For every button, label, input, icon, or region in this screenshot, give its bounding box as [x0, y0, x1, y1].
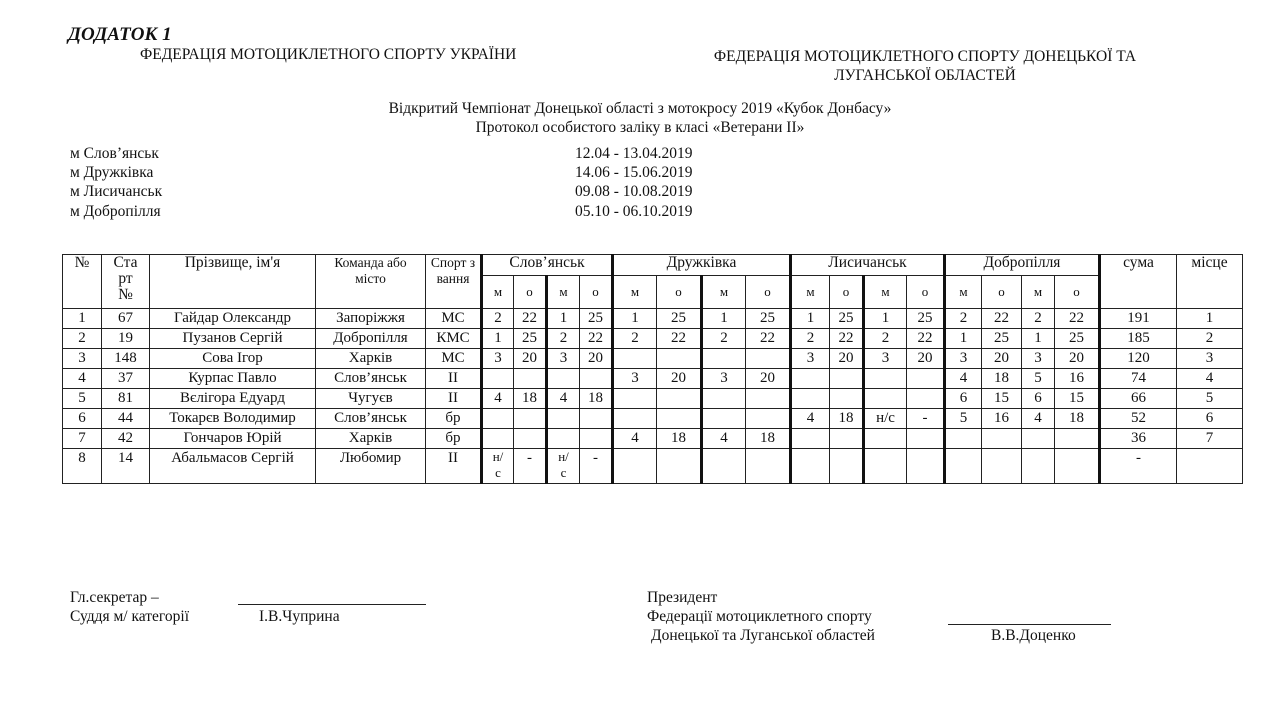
cell-points	[657, 389, 702, 409]
cell-points	[657, 449, 702, 484]
cell-num: 3	[63, 349, 102, 369]
cell-points	[1055, 429, 1100, 449]
cell-points: 18	[580, 389, 613, 409]
title-protocol: Протокол особистого заліку в класі «Ветерани ІІ»	[475, 119, 805, 136]
cell-place	[1177, 449, 1243, 484]
cell-rider-name: Гайдар Олександр	[150, 309, 316, 329]
table-row	[63, 309, 1243, 329]
table-row	[63, 389, 1243, 409]
cell-position: 3	[547, 349, 580, 369]
col-header-position: м	[613, 276, 657, 309]
cell-points: 20	[1055, 349, 1100, 369]
cell-position: 4	[702, 429, 746, 449]
cell-points: 25	[514, 329, 547, 349]
cell-position: 4	[1022, 409, 1055, 429]
cell-position: 2	[547, 329, 580, 349]
cell-points	[907, 369, 945, 389]
cell-position: 3	[791, 349, 830, 369]
cell-position: 3	[1022, 349, 1055, 369]
cell-place: 2	[1177, 329, 1243, 349]
cell-position: 5	[1022, 369, 1055, 389]
col-header-points: о	[1055, 276, 1100, 309]
cell-rider-name: Курпас Павло	[150, 369, 316, 389]
cell-position: 1	[613, 309, 657, 329]
cell-position: 4	[547, 389, 580, 409]
cell-start-number: 67	[102, 309, 150, 329]
cell-points: 22	[907, 329, 945, 349]
cell-points: 15	[1055, 389, 1100, 409]
cell-sum: 120	[1100, 349, 1177, 369]
cell-points: 20	[907, 349, 945, 369]
cell-points: 18	[830, 409, 864, 429]
cell-position: 3	[613, 369, 657, 389]
cell-position: н/с	[864, 409, 907, 429]
cell-position: 2	[482, 309, 514, 329]
cell-position	[482, 429, 514, 449]
cell-position	[702, 449, 746, 484]
cell-points: 25	[830, 309, 864, 329]
col-header-num: №	[63, 255, 102, 309]
cell-position	[482, 409, 514, 429]
cell-place: 5	[1177, 389, 1243, 409]
cell-points	[907, 429, 945, 449]
cell-team: Добропілля	[316, 329, 426, 349]
table-row	[63, 409, 1243, 429]
cell-points: 25	[657, 309, 702, 329]
table-row	[63, 349, 1243, 369]
cell-position	[702, 409, 746, 429]
cell-position: 4	[791, 409, 830, 429]
table-row	[63, 449, 1243, 484]
cell-place: 4	[1177, 369, 1243, 389]
cell-position	[613, 449, 657, 484]
cell-position: 1	[945, 329, 982, 349]
col-header-position: м	[945, 276, 982, 309]
cell-position: 4	[945, 369, 982, 389]
cell-points	[982, 449, 1022, 484]
stage-dates: 12.04 - 13.04.2019	[575, 145, 693, 162]
cell-place: 6	[1177, 409, 1243, 429]
cell-num: 6	[63, 409, 102, 429]
cell-points: -	[580, 449, 613, 484]
table-row	[63, 429, 1243, 449]
cell-team: Чугуєв	[316, 389, 426, 409]
cell-position	[864, 449, 907, 484]
cell-position	[945, 429, 982, 449]
stage-dates: 14.06 - 15.06.2019	[575, 164, 693, 181]
cell-points	[657, 349, 702, 369]
cell-rank: бр	[426, 429, 482, 449]
cell-points: 25	[580, 309, 613, 329]
cell-position: 2	[864, 329, 907, 349]
cell-points: 22	[746, 329, 791, 349]
cell-start-number: 81	[102, 389, 150, 409]
cell-position	[482, 449, 514, 484]
cell-points: 16	[982, 409, 1022, 429]
stage-dates: 09.08 - 10.08.2019	[575, 183, 693, 200]
col-header-sum: сума	[1100, 255, 1177, 309]
cell-position	[702, 389, 746, 409]
cell-sum: 66	[1100, 389, 1177, 409]
cell-place: 7	[1177, 429, 1243, 449]
cell-points	[746, 409, 791, 429]
col-header-position: м	[1022, 276, 1055, 309]
cell-position: 3	[945, 349, 982, 369]
cell-rank: бр	[426, 409, 482, 429]
cell-position	[613, 409, 657, 429]
cell-position: 2	[613, 329, 657, 349]
cell-position	[1022, 449, 1055, 484]
cell-points: 18	[746, 429, 791, 449]
cell-position	[864, 389, 907, 409]
cell-position	[791, 429, 830, 449]
results-body	[63, 309, 1243, 484]
cell-rank: МС	[426, 349, 482, 369]
col-header-points: о	[830, 276, 864, 309]
cell-rank: КМС	[426, 329, 482, 349]
cell-rank: ІІ	[426, 449, 482, 484]
cell-position: 2	[1022, 309, 1055, 329]
cell-num: 5	[63, 389, 102, 409]
cell-points: 15	[982, 389, 1022, 409]
cell-position: 4	[613, 429, 657, 449]
cell-points	[830, 389, 864, 409]
cell-points: 22	[982, 309, 1022, 329]
col-header-points: о	[657, 276, 702, 309]
cell-points: 22	[1055, 309, 1100, 329]
stage-city: м Дружківка	[70, 164, 154, 181]
cell-team: Слов’янськ	[316, 369, 426, 389]
cell-start-number: 148	[102, 349, 150, 369]
cell-team: Харків	[316, 429, 426, 449]
cell-rider-name: Гончаров Юрій	[150, 429, 316, 449]
cell-rider-name: Вєлігора Едуард	[150, 389, 316, 409]
cell-points: 20	[514, 349, 547, 369]
cell-num: 4	[63, 369, 102, 389]
cell-points: -	[514, 449, 547, 484]
col-header-points: о	[907, 276, 945, 309]
col-header-stage-slovyansk: Слов’янськ	[482, 255, 613, 276]
cell-points: 20	[982, 349, 1022, 369]
cell-sum: 52	[1100, 409, 1177, 429]
cell-points	[907, 389, 945, 409]
cell-start-number: 42	[102, 429, 150, 449]
table-row	[63, 369, 1243, 389]
cell-position: 1	[864, 309, 907, 329]
cell-team: Любомир	[316, 449, 426, 484]
cell-position: 3	[864, 349, 907, 369]
cell-points	[580, 429, 613, 449]
cell-team: Харків	[316, 349, 426, 369]
not-started-mark: н/ с	[558, 449, 569, 480]
cell-position: 1	[482, 329, 514, 349]
cell-position: 2	[702, 329, 746, 349]
cell-num: 1	[63, 309, 102, 329]
col-header-position: м	[864, 276, 907, 309]
cell-position: 2	[791, 329, 830, 349]
results-table	[62, 254, 1243, 484]
col-header-position: м	[702, 276, 746, 309]
cell-position	[1022, 429, 1055, 449]
cell-rider-name: Токарєв Володимир	[150, 409, 316, 429]
col-header-position: м	[547, 276, 580, 309]
cell-rank: МС	[426, 309, 482, 329]
cell-start-number: 37	[102, 369, 150, 389]
federation-ukraine: ФЕДЕРАЦІЯ МОТОЦИКЛЕТНОГО СПОРТУ УКРАЇНИ	[140, 46, 517, 63]
cell-sum: 191	[1100, 309, 1177, 329]
cell-points	[1055, 449, 1100, 484]
cell-position	[864, 429, 907, 449]
cell-points: 25	[907, 309, 945, 329]
cell-start-number: 44	[102, 409, 150, 429]
cell-points: 22	[514, 309, 547, 329]
cell-start-number: 19	[102, 329, 150, 349]
cell-sum: 74	[1100, 369, 1177, 389]
cell-position	[482, 369, 514, 389]
table-row	[63, 329, 1243, 349]
president-signature-line	[948, 624, 1111, 625]
cell-sum: 36	[1100, 429, 1177, 449]
cell-points: 22	[657, 329, 702, 349]
cell-points	[514, 369, 547, 389]
col-header-points: о	[514, 276, 547, 309]
cell-rider-name: Сова Ігор	[150, 349, 316, 369]
cell-position: 1	[1022, 329, 1055, 349]
cell-position	[864, 369, 907, 389]
president-title: Президент	[647, 589, 718, 606]
cell-position	[613, 389, 657, 409]
president-regions: Донецької та Луганської областей	[651, 627, 875, 644]
cell-points: 16	[1055, 369, 1100, 389]
cell-position	[702, 349, 746, 369]
secretary-title: Гл.секретар –	[70, 589, 159, 606]
cell-sum: 185	[1100, 329, 1177, 349]
cell-points	[746, 349, 791, 369]
cell-points: 20	[746, 369, 791, 389]
cell-points: 18	[1055, 409, 1100, 429]
stage-city: м Добропілля	[70, 203, 161, 220]
cell-points: -	[907, 409, 945, 429]
col-header-start: Ста рт №	[102, 255, 150, 309]
col-header-stage-druzhkivka: Дружківка	[613, 255, 791, 276]
cell-points	[746, 449, 791, 484]
col-header-position: м	[482, 276, 514, 309]
secretary-name: І.В.Чуприна	[259, 608, 340, 625]
title-championship: Відкритий Чемпіонат Донецької області з мотокросу 2019 «Кубок Донбасу»	[388, 100, 892, 117]
cell-position	[791, 449, 830, 484]
not-started-mark: н/ с	[492, 449, 504, 480]
cell-position: 6	[1022, 389, 1055, 409]
cell-position	[791, 389, 830, 409]
col-header-team: Команда або місто	[316, 255, 426, 309]
cell-position: 3	[482, 349, 514, 369]
col-header-stage-dobropillia: Добропілля	[945, 255, 1100, 276]
cell-points	[657, 409, 702, 429]
cell-position: 1	[547, 309, 580, 329]
cell-team: Слов’янськ	[316, 409, 426, 429]
cell-rank: ІІ	[426, 389, 482, 409]
cell-rider-name: Абальмасов Сергій	[150, 449, 316, 484]
president-federation: Федерації мотоциклетного спорту	[647, 608, 872, 625]
cell-position	[547, 449, 580, 484]
stage-city: м Слов’янськ	[70, 145, 159, 162]
cell-points	[830, 369, 864, 389]
stage-dates: 05.10 - 06.10.2019	[575, 203, 693, 220]
cell-position: 1	[791, 309, 830, 329]
cell-points: 18	[657, 429, 702, 449]
cell-points: 22	[580, 329, 613, 349]
cell-sum: -	[1100, 449, 1177, 484]
secretary-signature-line	[238, 604, 426, 605]
judge-category: Суддя м/ категорії	[70, 608, 190, 625]
cell-points: 20	[657, 369, 702, 389]
cell-points	[580, 369, 613, 389]
cell-place: 3	[1177, 349, 1243, 369]
col-header-rank: Спорт звання	[426, 255, 482, 309]
document-title	[0, 99, 1280, 137]
cell-points	[830, 449, 864, 484]
federation-regional: ФЕДЕРАЦІЯ МОТОЦИКЛЕТНОГО СПОРТУ ДОНЕЦЬКОЇ ТА ЛУГАНСЬКОЇ ОБЛАСТЕЙ	[713, 48, 1137, 84]
cell-points: 22	[830, 329, 864, 349]
cell-position	[791, 369, 830, 389]
cell-position: 6	[945, 389, 982, 409]
cell-points	[907, 449, 945, 484]
cell-rider-name: Пузанов Сергій	[150, 329, 316, 349]
cell-points: 18	[514, 389, 547, 409]
cell-team: Запоріжжя	[316, 309, 426, 329]
col-header-place: місце	[1177, 255, 1243, 309]
cell-points	[580, 409, 613, 429]
col-header-points: о	[982, 276, 1022, 309]
cell-points	[830, 429, 864, 449]
col-header-position: м	[791, 276, 830, 309]
cell-rank: ІІ	[426, 369, 482, 389]
cell-points: 18	[982, 369, 1022, 389]
cell-position	[547, 429, 580, 449]
stage-city: м Лисичанськ	[70, 183, 163, 200]
cell-points	[746, 389, 791, 409]
cell-start-number: 14	[102, 449, 150, 484]
cell-position: 5	[945, 409, 982, 429]
cell-points	[982, 429, 1022, 449]
cell-position	[613, 349, 657, 369]
cell-points: 25	[1055, 329, 1100, 349]
cell-position	[547, 369, 580, 389]
cell-position: 3	[702, 369, 746, 389]
cell-position: 2	[945, 309, 982, 329]
cell-num: 7	[63, 429, 102, 449]
col-header-name: Прізвище, ім'я	[150, 255, 316, 309]
col-header-points: о	[746, 276, 791, 309]
president-name: В.В.Доценко	[991, 627, 1076, 644]
cell-position	[547, 409, 580, 429]
cell-place: 1	[1177, 309, 1243, 329]
col-header-stage-lysychansk: Лисичанськ	[791, 255, 945, 276]
cell-position: 1	[702, 309, 746, 329]
cell-points: 20	[580, 349, 613, 369]
cell-points	[514, 429, 547, 449]
cell-position: 4	[482, 389, 514, 409]
cell-points: 25	[746, 309, 791, 329]
cell-num: 2	[63, 329, 102, 349]
cell-points: 20	[830, 349, 864, 369]
col-header-points: о	[580, 276, 613, 309]
cell-num: 8	[63, 449, 102, 484]
cell-points: 25	[982, 329, 1022, 349]
cell-points	[514, 409, 547, 429]
cell-position	[945, 449, 982, 484]
appendix-label: ДОДАТОК 1	[68, 24, 172, 45]
